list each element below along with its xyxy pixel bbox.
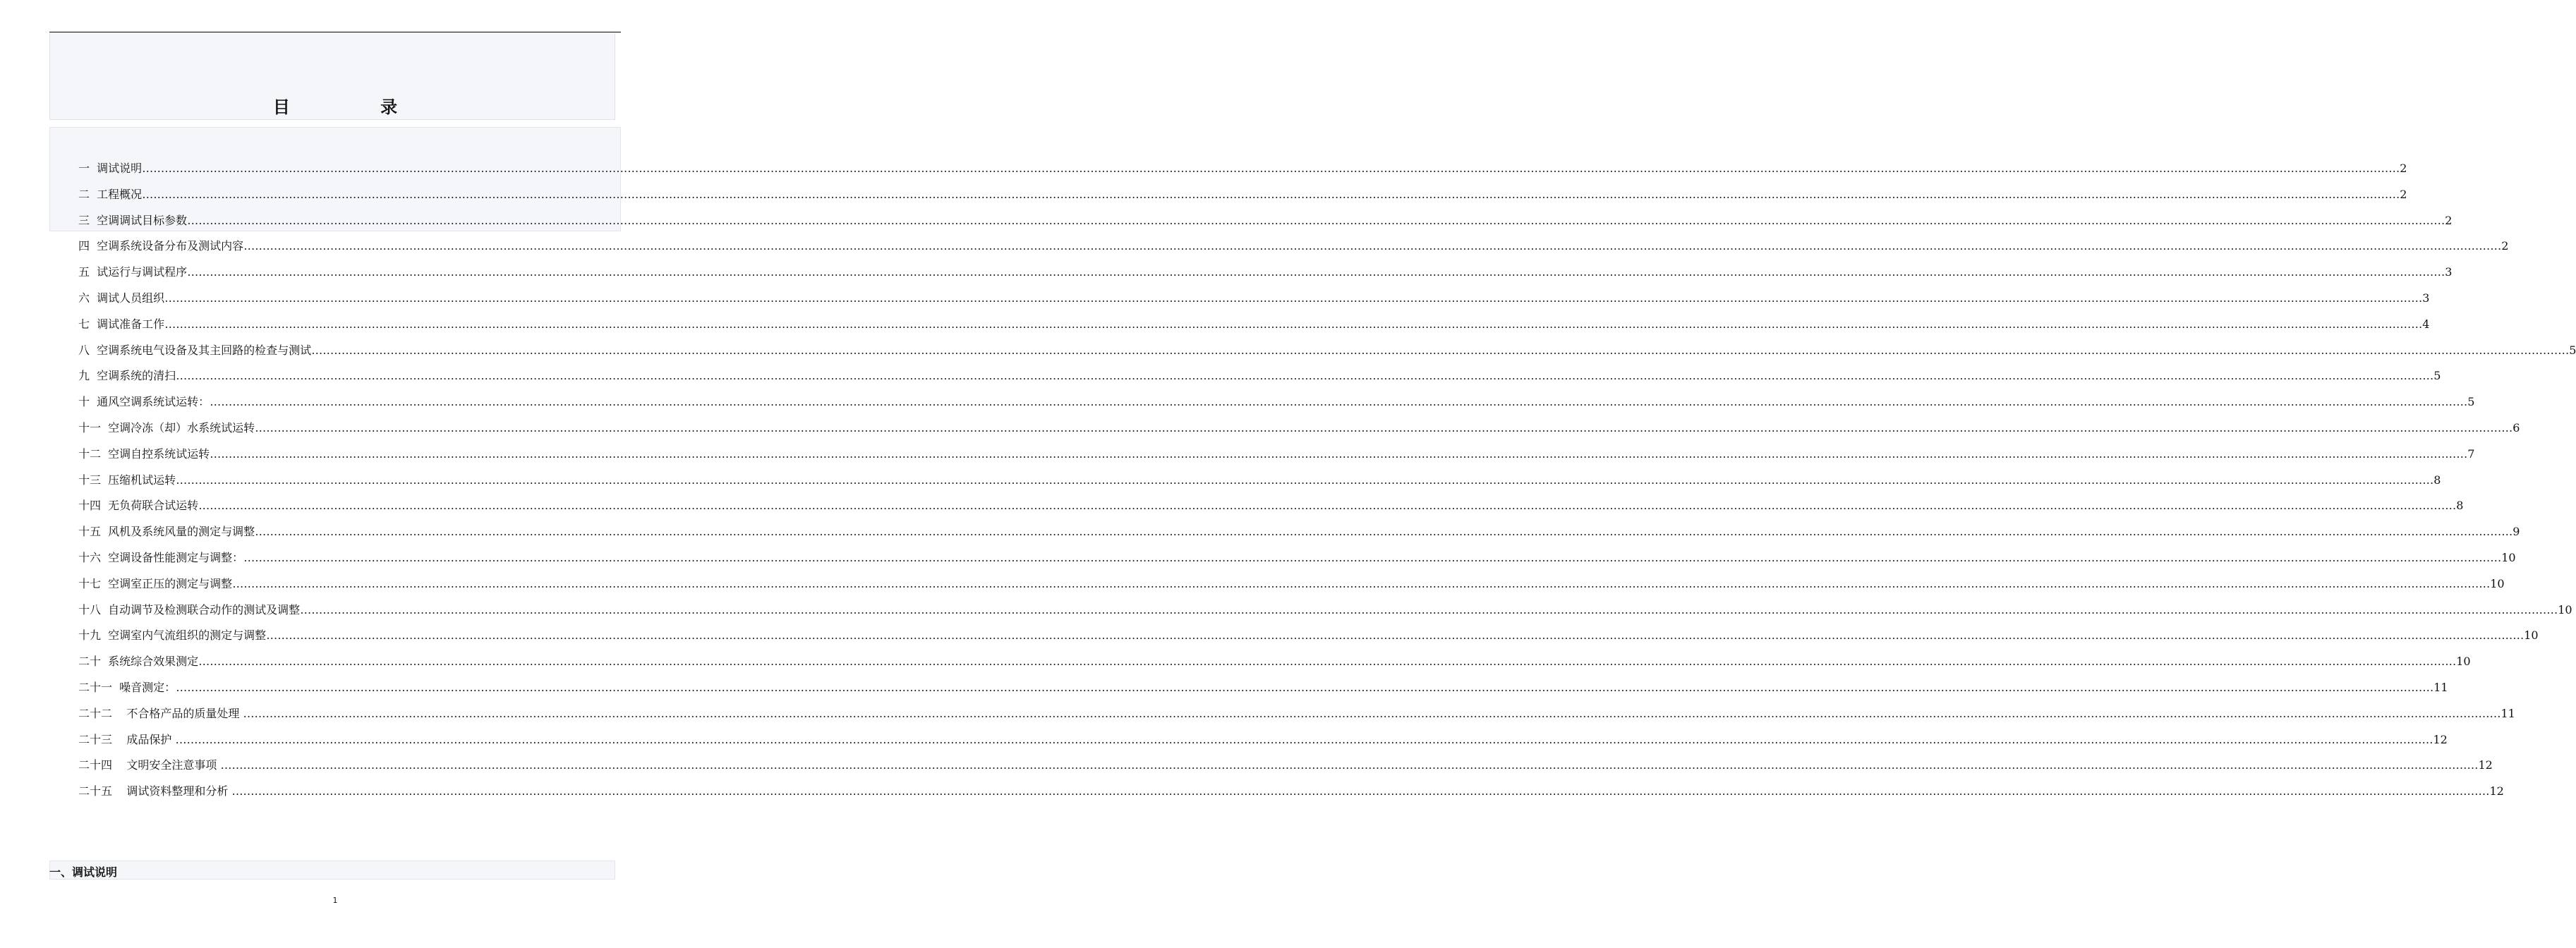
toc-entry-label: 十二 空调自控系统试运转: [78, 446, 210, 461]
toc-entry-page: 5: [2467, 395, 2475, 409]
toc-entry[interactable]: [78, 575, 2505, 601]
toc-leader-dots: ……………………………………………………………………………………………………………………………………………………………………………………………………………………………………………………………………………………………………………………………………………………………………………………………………………………………………………………………………………………………………………………………………………………: [175, 732, 2433, 746]
toc-entry-page: 5: [2569, 343, 2576, 357]
section-heading-background: [49, 861, 615, 880]
toc-entry-label: 六 调试人员组织: [78, 291, 165, 305]
toc-entry[interactable]: [78, 341, 2576, 367]
toc-leader-dots: ……………………………………………………………………………………………………………………………………………………………………………………………………………………………………………………………………………………………………………………………………………………………………………………………………………………………………………………………………………………………………………………………………………………: [142, 162, 2400, 175]
toc-leader-dots: ……………………………………………………………………………………………………………………………………………………………………………………………………………………………………………………………………………………………………………………………………………………………………………………………………………………………………………………………………………………………………………………………………………………: [255, 525, 2513, 539]
toc-entry-label: 十七 空调室正压的测定与调整: [78, 576, 233, 590]
toc-leader-dots: ……………………………………………………………………………………………………………………………………………………………………………………………………………………………………………………………………………………………………………………………………………………………………………………………………………………………………………………………………………………………………………………………………………………: [311, 343, 2570, 357]
toc-leader-dots: ……………………………………………………………………………………………………………………………………………………………………………………………………………………………………………………………………………………………………………………………………………………………………………………………………………………………………………………………………………………………………………………………………………………: [176, 680, 2434, 694]
toc-entry[interactable]: [78, 523, 2520, 549]
toc-entry-label: 十四 无负荷联合试运转: [78, 499, 199, 513]
toc-entry[interactable]: [78, 626, 2539, 652]
toc-leader-dots: ……………………………………………………………………………………………………………………………………………………………………………………………………………………………………………………………………………………………………………………………………………………………………………………………………………………………………………………………………………………………………………………………………………………: [187, 213, 2445, 227]
toc-entry-page: 10: [2524, 628, 2539, 643]
toc-entry[interactable]: [78, 263, 2453, 289]
toc-entry-page: 10: [2456, 655, 2471, 669]
toc-entry-page: 12: [2433, 732, 2448, 746]
toc-entry-label: 二十一 噪音测定：: [78, 680, 176, 694]
toc-entry[interactable]: [78, 186, 2407, 212]
toc-entry-label: 四 空调系统设备分布及测试内容: [78, 239, 244, 253]
toc-entry[interactable]: [78, 782, 2504, 808]
toc-entry-page: 12: [2478, 758, 2493, 772]
toc-leader-dots: ……………………………………………………………………………………………………………………………………………………………………………………………………………………………………………………………………………………………………………………………………………………………………………………………………………………………………………………………………………………………………………………………………………………: [243, 706, 2501, 720]
toc-entry-label: 一 调试说明: [78, 162, 143, 175]
toc-entry-page: 3: [2422, 291, 2430, 305]
toc-entry[interactable]: [78, 212, 2453, 238]
toc-entry-page: 10: [2501, 550, 2516, 564]
toc-entry-page: 8: [2433, 473, 2441, 487]
toc-entry[interactable]: [78, 445, 2475, 471]
toc-entry-page: 6: [2512, 420, 2520, 435]
toc-entry-page: 2: [2501, 239, 2509, 253]
toc-entry-label: 十五 风机及系统风量的测定与调整: [78, 525, 255, 539]
toc-entry-page: 10: [2490, 576, 2505, 590]
toc-entry[interactable]: [78, 471, 2441, 497]
toc-entry-page: 2: [2400, 187, 2407, 201]
toc-entry[interactable]: [78, 549, 2516, 575]
toc-entry-label: 五 试运行与调试程序: [78, 265, 188, 279]
toc-leader-dots: ……………………………………………………………………………………………………………………………………………………………………………………………………………………………………………………………………………………………………………………………………………………………………………………………………………………………………………………………………………………………………………………………………………………: [210, 446, 2468, 461]
toc-entry-page: 11: [2501, 706, 2515, 720]
toc-entry-label: 十 通风空调系统试运转：: [78, 395, 210, 409]
toc-entry[interactable]: [78, 731, 2448, 757]
toc-entry-label: 十一 空调冷冻（却）水系统试运转: [78, 420, 255, 435]
toc-leader-dots: ……………………………………………………………………………………………………………………………………………………………………………………………………………………………………………………………………………………………………………………………………………………………………………………………………………………………………………………………………………………………………………………………………………………: [243, 239, 2502, 253]
toc-entry-label: 七 调试准备工作: [78, 317, 165, 331]
toc-entry-page: 5: [2433, 369, 2441, 383]
toc-entry[interactable]: [78, 497, 2464, 523]
toc-entry-label: 二 工程概况: [78, 187, 143, 201]
toc-entry[interactable]: [78, 289, 2430, 315]
toc-entry[interactable]: [78, 315, 2430, 341]
toc-entry-page: 4: [2422, 317, 2430, 331]
toc-entry[interactable]: [78, 601, 2572, 627]
toc-leader-dots: ……………………………………………………………………………………………………………………………………………………………………………………………………………………………………………………………………………………………………………………………………………………………………………………………………………………………………………………………………………………………………………………………………………………: [164, 291, 2423, 305]
toc-entry-label: 十三 压缩机试运转: [78, 473, 176, 487]
toc-entry[interactable]: [78, 652, 2471, 679]
toc-entry-page: 3: [2445, 265, 2453, 279]
toc-leader-dots: ……………………………………………………………………………………………………………………………………………………………………………………………………………………………………………………………………………………………………………………………………………………………………………………………………………………………………………………………………………………………………………………………………………………: [266, 628, 2524, 643]
toc-leader-dots: ……………………………………………………………………………………………………………………………………………………………………………………………………………………………………………………………………………………………………………………………………………………………………………………………………………………………………………………………………………………………………………………………………………………: [198, 499, 2457, 513]
toc-entry-label: 二十 系统综合效果测定: [78, 655, 199, 669]
toc-entry-label: 十六 空调设备性能测定与调整：: [78, 550, 244, 564]
toc-leader-dots: ……………………………………………………………………………………………………………………………………………………………………………………………………………………………………………………………………………………………………………………………………………………………………………………………………………………………………………………………………………………………………………………………………………………: [164, 317, 2423, 331]
toc-entry[interactable]: [78, 237, 2509, 263]
toc-entry-label: 二十二 不合格产品的质量处理: [78, 706, 243, 720]
toc-entry[interactable]: [78, 679, 2448, 705]
toc-entry[interactable]: [78, 756, 2493, 782]
toc-entry[interactable]: [78, 419, 2520, 445]
toc-leader-dots: ……………………………………………………………………………………………………………………………………………………………………………………………………………………………………………………………………………………………………………………………………………………………………………………………………………………………………………………………………………………………………………………………………………………: [243, 550, 2502, 564]
toc-leader-dots: ……………………………………………………………………………………………………………………………………………………………………………………………………………………………………………………………………………………………………………………………………………………………………………………………………………………………………………………………………………………………………………………………………………………: [187, 265, 2445, 279]
toc-entry-page: 2: [2445, 213, 2453, 227]
toc-leader-dots: ……………………………………………………………………………………………………………………………………………………………………………………………………………………………………………………………………………………………………………………………………………………………………………………………………………………………………………………………………………………………………………………………………………………: [142, 187, 2400, 201]
toc-leader-dots: ……………………………………………………………………………………………………………………………………………………………………………………………………………………………………………………………………………………………………………………………………………………………………………………………………………………………………………………………………………………………………………………………………………………: [176, 473, 2434, 487]
toc-leader-dots: ……………………………………………………………………………………………………………………………………………………………………………………………………………………………………………………………………………………………………………………………………………………………………………………………………………………………………………………………………………………………………………………………………………………: [220, 758, 2479, 772]
toc-leader-dots: ……………………………………………………………………………………………………………………………………………………………………………………………………………………………………………………………………………………………………………………………………………………………………………………………………………………………………………………………………………………………………………………………………………………: [210, 395, 2468, 409]
toc-entry-label: 九 空调系统的清扫: [78, 369, 176, 383]
toc-entry-label: 十九 空调室内气流组织的测定与调整: [78, 628, 267, 643]
table-of-contents: [78, 159, 2576, 808]
toc-leader-dots: ……………………………………………………………………………………………………………………………………………………………………………………………………………………………………………………………………………………………………………………………………………………………………………………………………………………………………………………………………………………………………………………………………………………: [232, 576, 2491, 590]
section-heading: 一、调试说明: [49, 865, 118, 879]
toc-entry-label: 二十五 调试资料整理和分析: [78, 784, 232, 798]
toc-leader-dots: ……………………………………………………………………………………………………………………………………………………………………………………………………………………………………………………………………………………………………………………………………………………………………………………………………………………………………………………………………………………………………………………………………………………: [231, 784, 2490, 798]
page-title: 目 录: [272, 97, 440, 117]
toc-entry-label: 二十四 文明安全注意事项: [78, 758, 221, 772]
toc-entry[interactable]: [78, 367, 2441, 393]
toc-entry-page: 7: [2467, 446, 2475, 461]
toc-entry-label: 十八 自动调节及检测联合动作的测试及调整: [78, 602, 301, 616]
toc-entry-page: 8: [2456, 499, 2464, 513]
toc-entry-label: 八 空调系统电气设备及其主回路的检查与测试: [78, 343, 312, 357]
toc-entry-page: 2: [2400, 162, 2407, 175]
page-number: 1: [332, 896, 338, 905]
toc-entry-page: 9: [2512, 525, 2520, 539]
toc-entry[interactable]: [78, 393, 2475, 419]
toc-entry-label: 三 空调调试目标参数: [78, 213, 188, 227]
toc-leader-dots: ……………………………………………………………………………………………………………………………………………………………………………………………………………………………………………………………………………………………………………………………………………………………………………………………………………………………………………………………………………………………………………………………………………………: [176, 369, 2434, 383]
toc-entry-page: 11: [2433, 680, 2448, 694]
toc-entry-page: 12: [2489, 784, 2504, 798]
toc-entry-label: 二十三 成品保护: [78, 732, 176, 746]
toc-leader-dots: ……………………………………………………………………………………………………………………………………………………………………………………………………………………………………………………………………………………………………………………………………………………………………………………………………………………………………………………………………………………………………………………………………………………: [300, 602, 2558, 616]
toc-entry-page: 10: [2558, 602, 2572, 616]
toc-entry[interactable]: [78, 705, 2515, 731]
toc-entry[interactable]: [78, 159, 2407, 186]
toc-leader-dots: ……………………………………………………………………………………………………………………………………………………………………………………………………………………………………………………………………………………………………………………………………………………………………………………………………………………………………………………………………………………………………………………………………………………: [198, 655, 2457, 669]
toc-leader-dots: ……………………………………………………………………………………………………………………………………………………………………………………………………………………………………………………………………………………………………………………………………………………………………………………………………………………………………………………………………………………………………………………………………………………: [255, 420, 2513, 435]
